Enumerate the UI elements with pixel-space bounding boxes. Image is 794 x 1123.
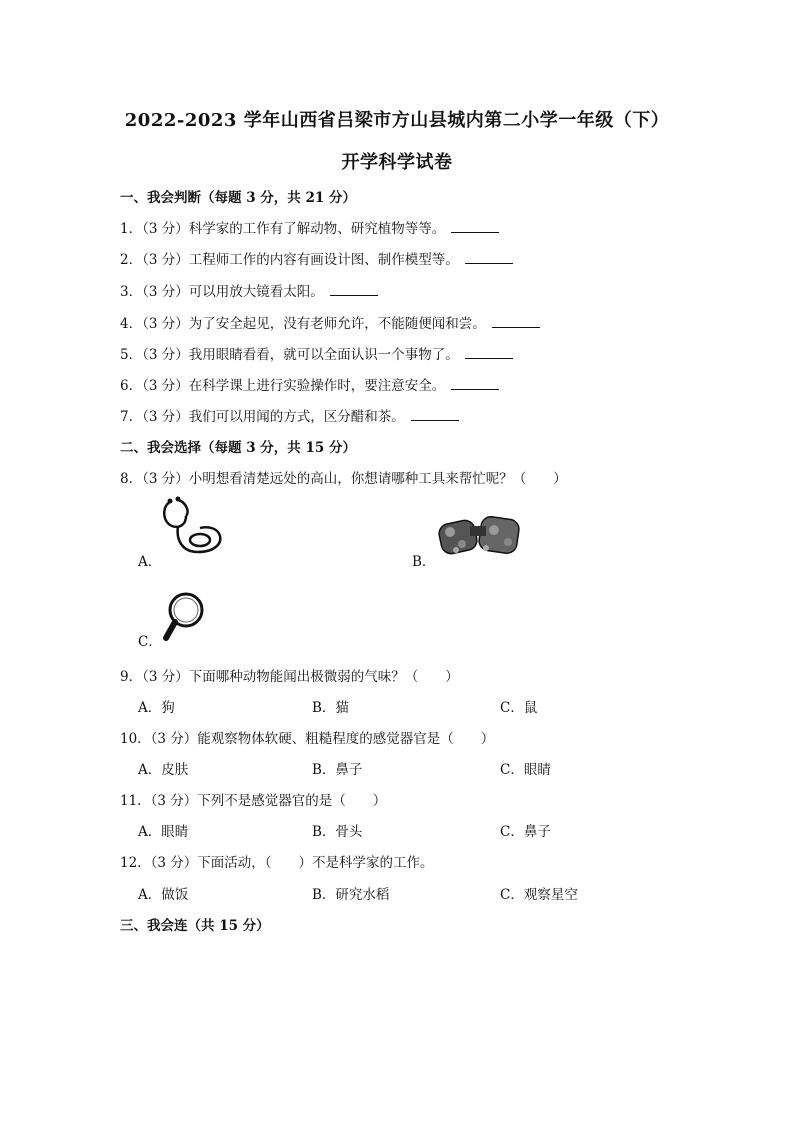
- question-1: [120, 217, 499, 237]
- question-6: [120, 374, 499, 394]
- q8-option-a[interactable]: A．: [138, 554, 162, 570]
- q11-option-b[interactable]: B．骨头: [312, 824, 363, 840]
- stethoscope-icon: [156, 496, 228, 560]
- q12-option-b[interactable]: B．研究水稻: [312, 887, 390, 903]
- section-3-heading: 三、我会连（共 15 分）: [120, 918, 270, 934]
- question-6-text: 6．（3 分）在科学课上进行实验操作时，要注意安全。: [120, 378, 446, 394]
- question-2: [120, 248, 513, 268]
- q9-option-a[interactable]: A．狗: [138, 700, 175, 716]
- question-4-text: 4．（3 分）为了安全起见，没有老师允许，不能随便闻和尝。: [120, 316, 486, 332]
- question-11-text: 11．（3 分）下列不是感觉器官的是（ ）: [120, 793, 387, 809]
- q9-option-c[interactable]: C．鼠: [500, 700, 538, 716]
- answer-blank[interactable]: [492, 315, 540, 328]
- question-12-text: 12．（3 分）下面活动，（ ）不是科学家的工作。: [120, 855, 434, 871]
- question-7-text: 7．（3 分）我们可以用闻的方式，区分醋和茶。: [120, 409, 405, 425]
- answer-blank[interactable]: [330, 283, 378, 296]
- q12-option-c[interactable]: C．观察星空: [500, 887, 578, 903]
- q12-option-a[interactable]: A．做饭: [138, 887, 189, 903]
- exam-title: 2022-2023 学年山西省吕梁市方山县城内第二小学一年级（下）: [124, 110, 670, 131]
- question-7: [120, 405, 459, 425]
- answer-blank[interactable]: [465, 346, 513, 359]
- q11-option-c[interactable]: C．鼻子: [500, 824, 551, 840]
- answer-blank[interactable]: [451, 377, 499, 390]
- q10-option-c[interactable]: C．眼睛: [500, 762, 551, 778]
- question-8-text: 8．（3 分）小明想看清楚远处的高山，你想请哪种工具来帮忙呢？（ ）: [120, 471, 567, 487]
- question-2-text: 2．（3 分）工程师工作的内容有画设计图、制作模型等。: [120, 252, 459, 268]
- answer-blank[interactable]: [465, 251, 513, 264]
- question-10-text: 10．（3 分）能观察物体软硬、粗糙程度的感觉器官是（ ）: [120, 731, 495, 747]
- q8-option-c[interactable]: C．: [138, 634, 162, 650]
- exam-subtitle: 开学科学试卷: [341, 152, 453, 173]
- magnifying-glass-icon: [160, 590, 208, 644]
- q8-option-b[interactable]: B．: [412, 554, 436, 570]
- question-1-text: 1．（3 分）科学家的工作有了解动物、研究植物等等。: [120, 221, 446, 237]
- section-1-heading: 一、我会判断（每题 3 分，共 21 分）: [120, 190, 356, 206]
- question-9-text: 9．（3 分）下面哪种动物能闻出极微弱的气味？（ ）: [120, 669, 459, 685]
- question-3: [120, 280, 378, 300]
- question-3-text: 3．（3 分）可以用放大镜看太阳。: [120, 284, 324, 300]
- question-5-text: 5．（3 分）我用眼睛看看，就可以全面认识一个事物了。: [120, 347, 459, 363]
- binoculars-icon: [436, 510, 526, 562]
- section-2-heading: 二、我会选择（每题 3 分，共 15 分）: [120, 440, 356, 456]
- question-4: [120, 312, 540, 332]
- answer-blank[interactable]: [411, 408, 459, 421]
- question-5: [120, 343, 513, 363]
- q10-option-b[interactable]: B．鼻子: [312, 762, 363, 778]
- q10-option-a[interactable]: A．皮肤: [138, 762, 189, 778]
- q9-option-b[interactable]: B．猫: [312, 700, 349, 716]
- q11-option-a[interactable]: A．眼睛: [138, 824, 189, 840]
- answer-blank[interactable]: [451, 220, 499, 233]
